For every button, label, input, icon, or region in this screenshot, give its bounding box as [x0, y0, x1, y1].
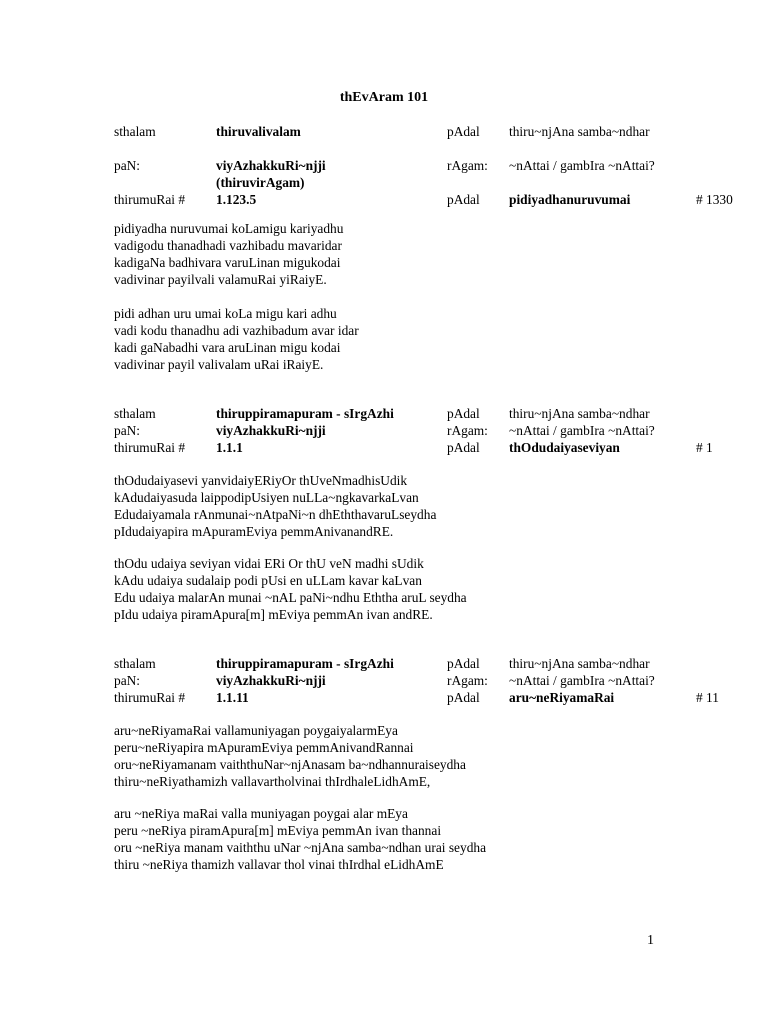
section-1-verse-joined [114, 220, 734, 288]
value-pan [216, 157, 326, 191]
label-sthalam: sthalam [114, 124, 156, 139]
value-thirumurai: 1.1.1 [216, 440, 243, 455]
header-row-pan [114, 672, 754, 689]
verse-line: vadivinar payil valivalam uRai iRaiyE. [114, 357, 324, 372]
verse-line: oru ~neRiya manam vaiththu uNar ~njAna samba~ndhan urai seydha [114, 840, 487, 855]
section-2-header [114, 405, 754, 456]
verse-line: thiru ~neRiya thamizh vallavar thol vinai thIrdhal eLidhAmE [114, 857, 444, 872]
section-3-verse-split [114, 805, 734, 873]
value-author: thiru~njAna samba~ndhar [509, 656, 650, 671]
label-padal: pAdal [447, 406, 480, 421]
value-padal-number: # 1 [696, 440, 713, 455]
verse-line: pIdudaiyapira mApuramEviya pemmAnivanandRE. [114, 524, 394, 539]
verse-line: peru ~neRiya piramApura[m] mEviya pemmAn ivan thannai [114, 823, 442, 838]
value-ragam: ~nAttai / gambIra ~nAttai? [509, 158, 655, 173]
label-ragam: rAgam: [447, 423, 488, 438]
verse-line: pIdu udaiya piramApura[m] mEviya pemmAn ivan andRE. [114, 607, 433, 622]
label-thirumurai: thirumuRai # [114, 690, 186, 705]
document-title: thEvAram 101 [339, 90, 429, 105]
header-row-thirumurai [114, 689, 754, 706]
verse-line: aru ~neRiya maRai valla muniyagan poygai alar mEya [114, 806, 408, 821]
value-padal-number: # 1330 [696, 192, 733, 207]
value-pan-line-1: viyAzhakkuRi~njji [216, 158, 326, 173]
value-pan-line-2: (thiruvirAgam) [216, 175, 305, 190]
verse-line: Edu udaiya malarAn munai ~nAL paNi~ndhu Eththa aruL seydha [114, 590, 467, 605]
section-3-verse-joined [114, 722, 734, 790]
verse-line: vadi kodu thanadhu adi vazhibadum avar idar [114, 323, 359, 338]
label-sthalam: sthalam [114, 656, 156, 671]
verse-line: oru~neRiyamanam vaiththuNar~njAnasam ba~ndhannuraiseydha [114, 757, 466, 772]
verse-line: pidi adhan uru umai koLa migu kari adhu [114, 306, 337, 321]
header-row-sthalam [114, 405, 754, 422]
label-sthalam: sthalam [114, 406, 156, 421]
value-thirumurai: 1.1.11 [216, 690, 249, 705]
label-padal: pAdal [447, 440, 480, 455]
label-pan: paN: [114, 423, 141, 438]
label-ragam: rAgam: [447, 673, 488, 688]
verse-line: thiru~neRiyathamizh vallavartholvinai thIrdhaleLidhAmE, [114, 774, 431, 789]
verse-line: kAdu udaiya sudalaip podi pUsi en uLLam kavar kaLvan [114, 573, 422, 588]
verse-line: vadivinar payilvali valamuRai yiRaiyE. [114, 272, 327, 287]
verse-line: vadigodu thanadhadi vazhibadu mavaridar [114, 238, 342, 253]
value-author: thiru~njAna samba~ndhar [509, 124, 650, 139]
label-thirumurai: thirumuRai # [114, 192, 186, 207]
value-padal-title: pidiyadhanuruvumai [509, 192, 631, 207]
header-row-pan [114, 422, 754, 439]
label-padal: pAdal [447, 192, 480, 207]
label-pan: paN: [114, 158, 141, 173]
section-3-header [114, 655, 754, 706]
value-padal-title: thOdudaiyaseviyan [509, 440, 620, 455]
verse-line: kadi gaNabadhi vara aruLinan migu kodai [114, 340, 341, 355]
section-2-verse-joined [114, 472, 734, 540]
value-thirumurai: 1.123.5 [216, 192, 257, 207]
page-number: 1 [647, 933, 654, 948]
header-row-thirumurai [114, 191, 754, 208]
verse-line: pidiyadha nuruvumai koLamigu kariyadhu [114, 221, 344, 236]
label-padal: pAdal [447, 656, 480, 671]
section-2-verse-split [114, 555, 734, 623]
verse-line: thOdu udaiya seviyan vidai ERi Or thU veN madhi sUdik [114, 556, 424, 571]
value-padal-title: aru~neRiyamaRai [509, 690, 615, 705]
header-row-sthalam [114, 655, 754, 672]
value-ragam: ~nAttai / gambIra ~nAttai? [509, 673, 655, 688]
label-ragam: rAgam: [447, 158, 488, 173]
verse-line: thOdudaiyasevi yanvidaiyERiyOr thUveNmadhisUdik [114, 473, 408, 488]
verse-line: Edudaiyamala rAnmunai~nAtpaNi~n dhEththavaruLseydha [114, 507, 437, 522]
header-row-pan [114, 157, 754, 191]
header-row-sthalam [114, 123, 754, 140]
section-1-verse-split [114, 305, 734, 373]
verse-line: peru~neRiyapira mApuramEviya pemmAnivandRannai [114, 740, 414, 755]
label-pan: paN: [114, 673, 141, 688]
value-padal-number: # 11 [696, 690, 719, 705]
label-padal: pAdal [447, 690, 480, 705]
value-sthalam: thiruvalivalam [216, 124, 301, 139]
label-thirumurai: thirumuRai # [114, 440, 186, 455]
value-author: thiru~njAna samba~ndhar [509, 406, 650, 421]
verse-line: aru~neRiyamaRai vallamuniyagan poygaiyalarmEya [114, 723, 398, 738]
verse-line: kadigaNa badhivara varuLinan migukodai [114, 255, 341, 270]
value-sthalam: thiruppiramapuram - sIrgAzhi [216, 406, 394, 421]
header-row-thirumurai [114, 439, 754, 456]
verse-line: kAdudaiyasuda laippodipUsiyen nuLLa~ngkavarkaLvan [114, 490, 419, 505]
value-pan: viyAzhakkuRi~njji [216, 673, 326, 688]
value-pan: viyAzhakkuRi~njji [216, 423, 326, 438]
value-ragam: ~nAttai / gambIra ~nAttai? [509, 423, 655, 438]
value-sthalam: thiruppiramapuram - sIrgAzhi [216, 656, 394, 671]
section-1-header [114, 123, 754, 208]
label-padal: pAdal [447, 124, 480, 139]
